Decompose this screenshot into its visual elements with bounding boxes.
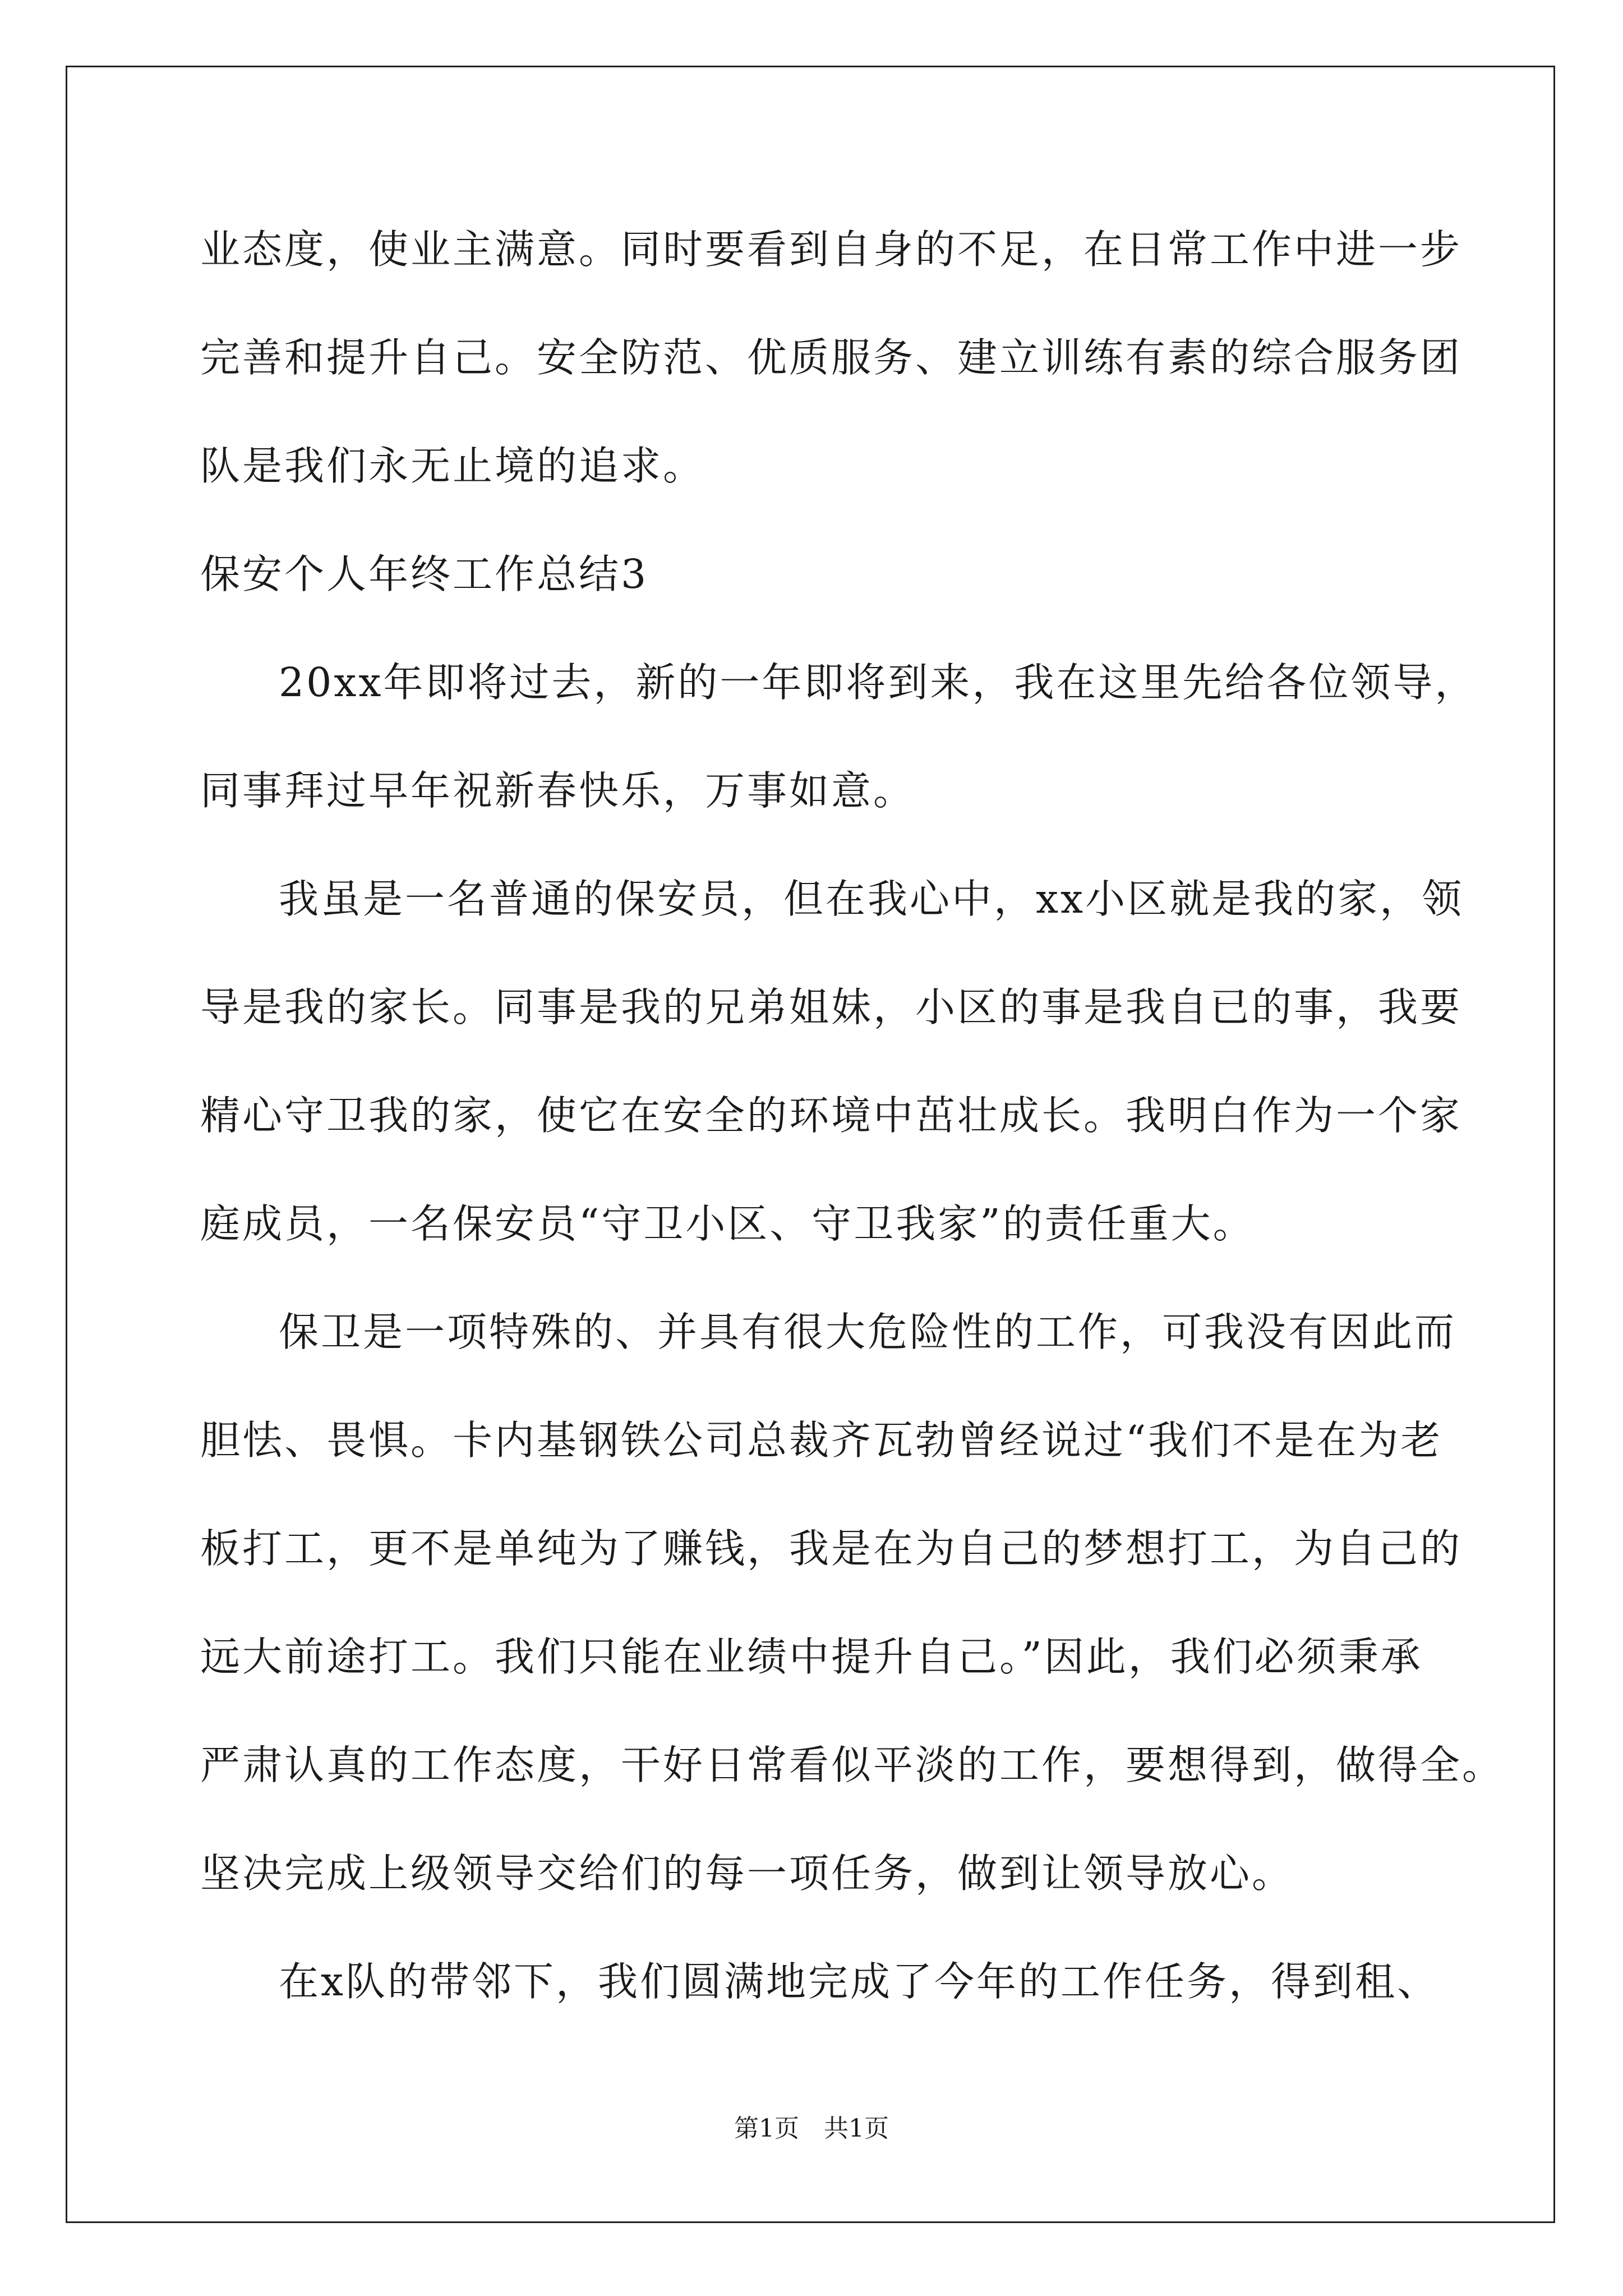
body-line: 板打工，更不是单纯为了赚钱，我是在为自己的梦想打工，为自己的 — [200, 1525, 1463, 1572]
page-number: 第1页 共1页 — [734, 2114, 889, 2143]
body-line: 完善和提升自己。安全防范、优质服务、建立训练有素的综合服务团 — [200, 334, 1463, 381]
body-line: 我虽是一名普通的保安员，但在我心中，xx小区就是我的家，领 — [279, 876, 1464, 922]
body-line: 导是我的家长。同事是我的兄弟姐妹，小区的事是我自已的事，我要 — [200, 984, 1463, 1030]
body-line: 精心守卫我的家，使它在安全的环境中茁壮成长。我明白作为一个家 — [200, 1092, 1463, 1139]
body-line: 保卫是一项特殊的、并具有很大危险性的工作，可我没有因此而 — [279, 1309, 1457, 1355]
section-heading: 保安个人年终工作总结3 — [200, 551, 649, 597]
body-line: 严肃认真的工作态度，干好日常看似平淡的工作，要想得到，做得全。 — [200, 1742, 1505, 1788]
body-line: 业态度，使业主满意。同时要看到自身的不足，在日常工作中进一步 — [200, 226, 1463, 273]
body-line: 庭成员，一名保安员“守卫小区、守卫我家”的责任重大。 — [200, 1200, 1255, 1247]
body-line: 同事拜过早年祝新春快乐，万事如意。 — [200, 767, 916, 814]
body-line: 在x队的带邻下，我们圆满地完成了今年的工作任务，得到租、 — [279, 1958, 1440, 2005]
body-line: 坚决完成上级领导交给们的每一项任务，做到让领导放心。 — [200, 1850, 1294, 1897]
body-line: 胆怯、畏惧。卡内基钢铁公司总裁齐瓦勃曾经说过“我们不是在为老 — [200, 1417, 1443, 1464]
body-line: 20xx年即将过去，新的一年即将到来，我在这里先给各位领导， — [279, 659, 1477, 706]
body-line: 队是我们永无止境的追求。 — [200, 443, 706, 489]
body-line: 远大前途打工。我们只能在业绩中提升自己。”因此，我们必须秉承 — [200, 1634, 1423, 1680]
